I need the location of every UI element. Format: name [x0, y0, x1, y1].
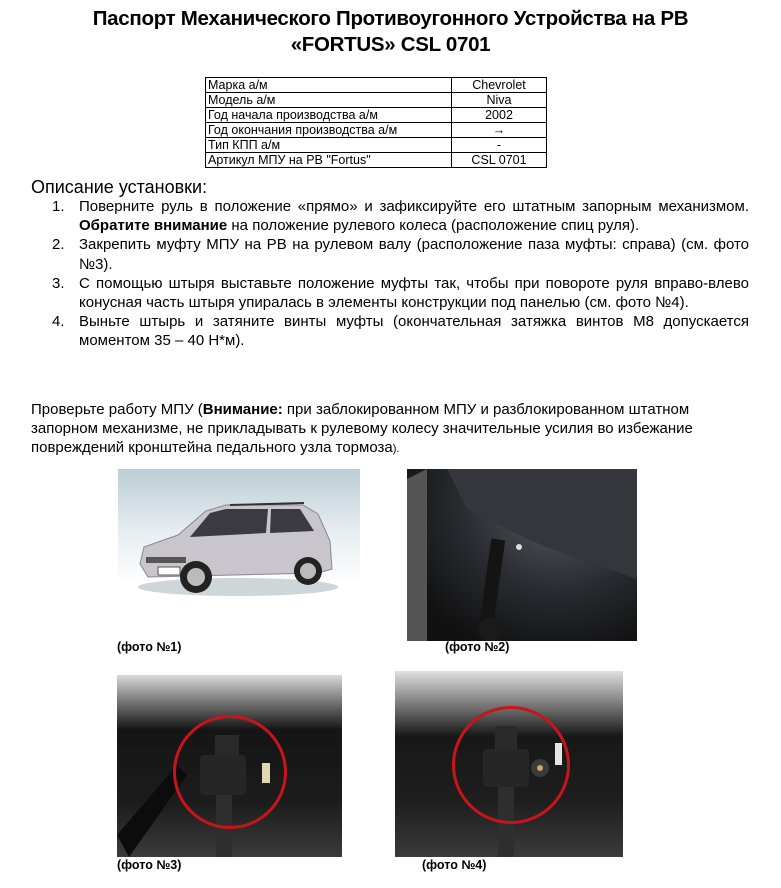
check-text-tail: ).	[392, 443, 400, 456]
installation-heading: Описание установки:	[31, 177, 208, 197]
title-line-1: Паспорт Механического Противоугонного Устройства на РВ	[92, 7, 689, 30]
spec-value: →	[452, 123, 547, 138]
table-row	[206, 93, 547, 108]
check-text: Проверьте работу МПУ (	[31, 401, 203, 418]
document-title	[0, 6, 781, 58]
step-text: на положение рулевого колеса (расположение спиц руля).	[227, 217, 640, 235]
list-item	[52, 312, 749, 350]
step-number: 1.	[52, 198, 65, 215]
list-item	[52, 197, 749, 235]
spec-label: Артикул МПУ на РВ "Fortus"	[206, 153, 452, 168]
photo-2-caption: (фото №2)	[445, 640, 510, 654]
step-number: 2.	[52, 236, 65, 254]
step-number: 3.	[52, 274, 65, 292]
photo-4-pin	[395, 671, 623, 857]
spec-value: Chevrolet	[452, 78, 547, 93]
step-number: 4.	[52, 313, 65, 331]
installation-steps	[52, 197, 749, 351]
spec-value: -	[452, 138, 547, 153]
table-row	[206, 138, 547, 153]
check-warning-label: Внимание:	[202, 401, 283, 418]
highlight-circle	[452, 706, 570, 824]
spec-table	[205, 77, 547, 168]
photo-3-caption: (фото №3)	[117, 858, 182, 872]
steering-shaft-icon	[407, 469, 637, 641]
car-icon	[118, 469, 360, 614]
list-item	[52, 274, 749, 312]
step-emphasis: Обратите внимание	[79, 217, 228, 235]
table-row	[206, 153, 547, 168]
photo-3-coupling	[117, 675, 342, 857]
spec-label: Год окончания производства а/м	[206, 123, 452, 138]
title-line-2: «FORTUS» CSL 0701	[290, 33, 491, 56]
photo-4-caption: (фото №4)	[422, 858, 487, 872]
photo-1-caption: (фото №1)	[117, 640, 182, 654]
step-text: Выньте штырь и затяните винты муфты (окончательная затяжка винтов М8 допускается моментом 35 – 40 Н*м).	[79, 313, 749, 350]
spec-label: Модель а/м	[206, 93, 452, 108]
step-text: Поверните руль в положение «прямо» и зафиксируйте его штатным запорным механизмом.	[79, 198, 749, 215]
check-paragraph	[31, 400, 749, 460]
photo-2-steering-shaft	[407, 469, 637, 641]
table-row	[206, 123, 547, 138]
spec-value: Niva	[452, 93, 547, 108]
spec-value: CSL 0701	[452, 153, 547, 168]
table-row	[206, 108, 547, 123]
step-text: Закрепить муфту МПУ на РВ на рулевом валу (расположение паза муфты: справа) (см. фото №3).	[79, 236, 749, 273]
highlight-circle	[173, 715, 287, 829]
spec-label: Год начала производства а/м	[206, 108, 452, 123]
step-text: С помощью штыря выставьте положение муфты так, чтобы при повороте руля вправо-влево конусная часть штыря упиралась в элементы конструкции под панелью (см. фото №4).	[79, 274, 749, 312]
table-row	[206, 78, 547, 93]
spec-label: Тип КПП а/м	[206, 138, 452, 153]
photo-1-car	[118, 469, 360, 614]
check-text: при заблокированном МПУ и разблокированном штатном запорном механизме, не прикладывать к рулевому колесу значительные усилия во избежание повреждений кронштейна педального узла тормоза	[31, 401, 693, 457]
spec-label: Марка а/м	[206, 78, 452, 93]
list-item	[52, 235, 749, 273]
spec-value: 2002	[452, 108, 547, 123]
